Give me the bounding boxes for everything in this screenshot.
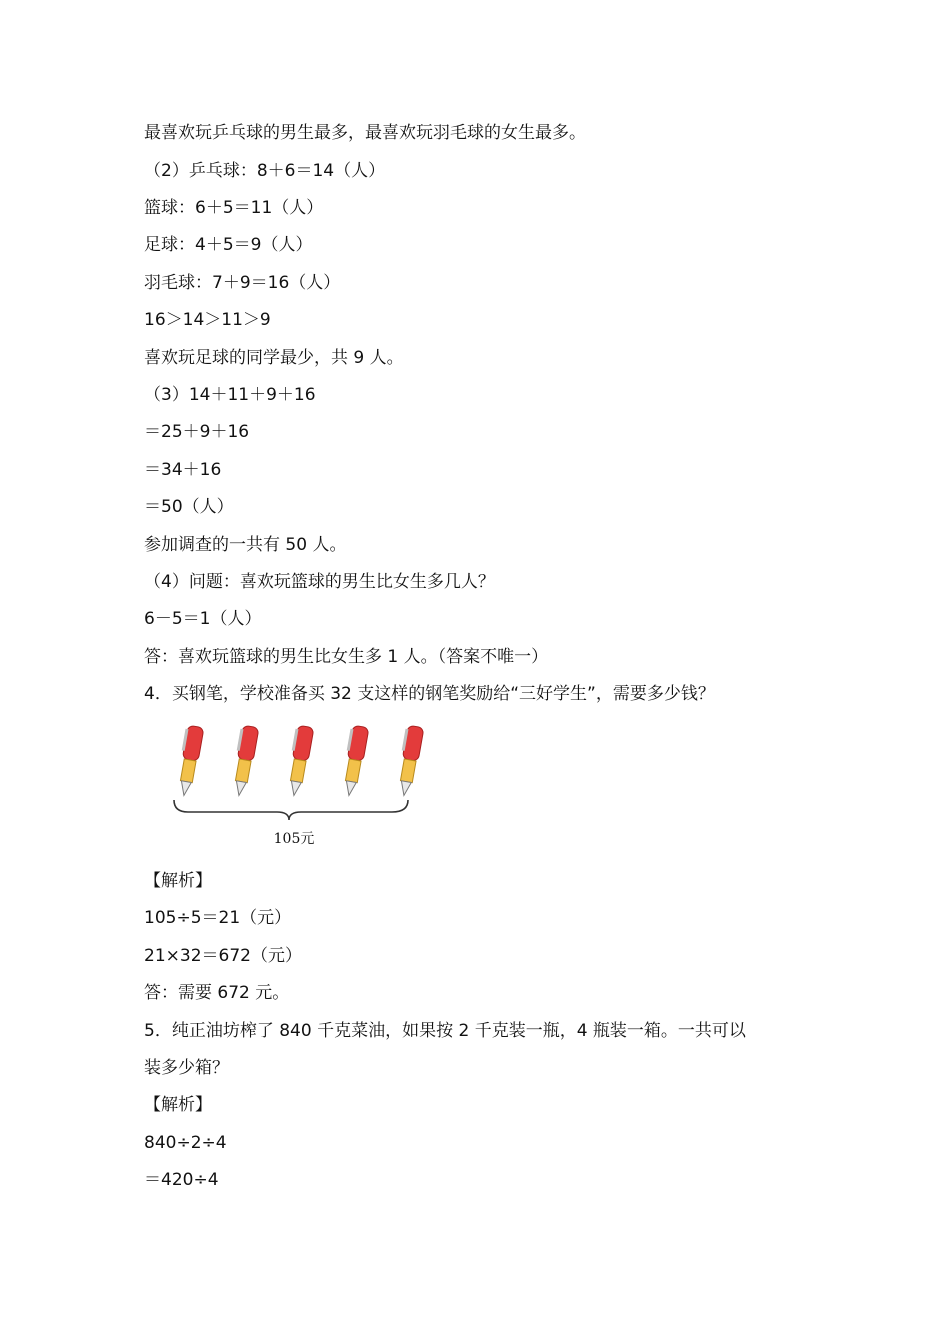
- pen-icon: [394, 725, 424, 797]
- pen-icon: [284, 725, 314, 797]
- text-line: 参加调查的一共有 50 人。: [144, 535, 347, 555]
- text-line: 喜欢玩足球的同学最少，共 9 人。: [144, 348, 404, 368]
- figure-caption: 105元: [273, 831, 315, 847]
- text-line: ＝34＋16: [144, 460, 222, 480]
- analysis-heading: 【解析】: [144, 1095, 212, 1115]
- text-line: 羽毛球：7＋9＝16（人）: [144, 273, 341, 293]
- analysis-heading: 【解析】: [144, 871, 212, 891]
- text-line: 答：喜欢玩篮球的男生比女生多 1 人。（答案不唯一）: [144, 647, 549, 667]
- text-line: 最喜欢玩乒乓球的男生最多，最喜欢玩羽毛球的女生最多。: [144, 123, 586, 143]
- text-line: 6－5＝1（人）: [144, 609, 262, 629]
- text-line: 840÷2÷4: [144, 1133, 227, 1153]
- text-line: ＝420÷4: [144, 1170, 219, 1190]
- pen-icon: [339, 725, 369, 797]
- pens-group: [174, 725, 424, 797]
- pen-icon: [229, 725, 259, 797]
- text-line: 篮球：6＋5＝11（人）: [144, 198, 324, 218]
- text-line: 足球：4＋5＝9（人）: [144, 235, 313, 255]
- text-line: 21×32＝672（元）: [144, 946, 302, 966]
- question-5: 5．纯正油坊榨了 840 千克菜油，如果按 2 千克装一瓶，4 瓶装一箱。一共可以: [144, 1021, 746, 1041]
- question-5-cont: 装多少箱？: [144, 1058, 229, 1078]
- brace-icon: [174, 800, 408, 820]
- text-line: 16＞14＞11＞9: [144, 310, 271, 330]
- pen-icon: [174, 725, 204, 797]
- text-line: ＝25＋9＋16: [144, 422, 250, 442]
- pens-figure: [162, 720, 432, 850]
- text-line: （2）乒乓球：8＋6＝14（人）: [144, 161, 386, 181]
- text-line: ＝50（人）: [144, 497, 234, 517]
- text-line: 105÷5＝21（元）: [144, 908, 292, 928]
- text-line: （3）14＋11＋9＋16: [144, 385, 316, 405]
- text-line: （4）问题：喜欢玩篮球的男生比女生多几人？: [144, 572, 495, 592]
- question-4: 4．买钢笔，学校准备买 32 支这样的钢笔奖励给“三好学生”，需要多少钱？: [144, 684, 715, 704]
- text-line: 答：需要 672 元。: [144, 983, 290, 1003]
